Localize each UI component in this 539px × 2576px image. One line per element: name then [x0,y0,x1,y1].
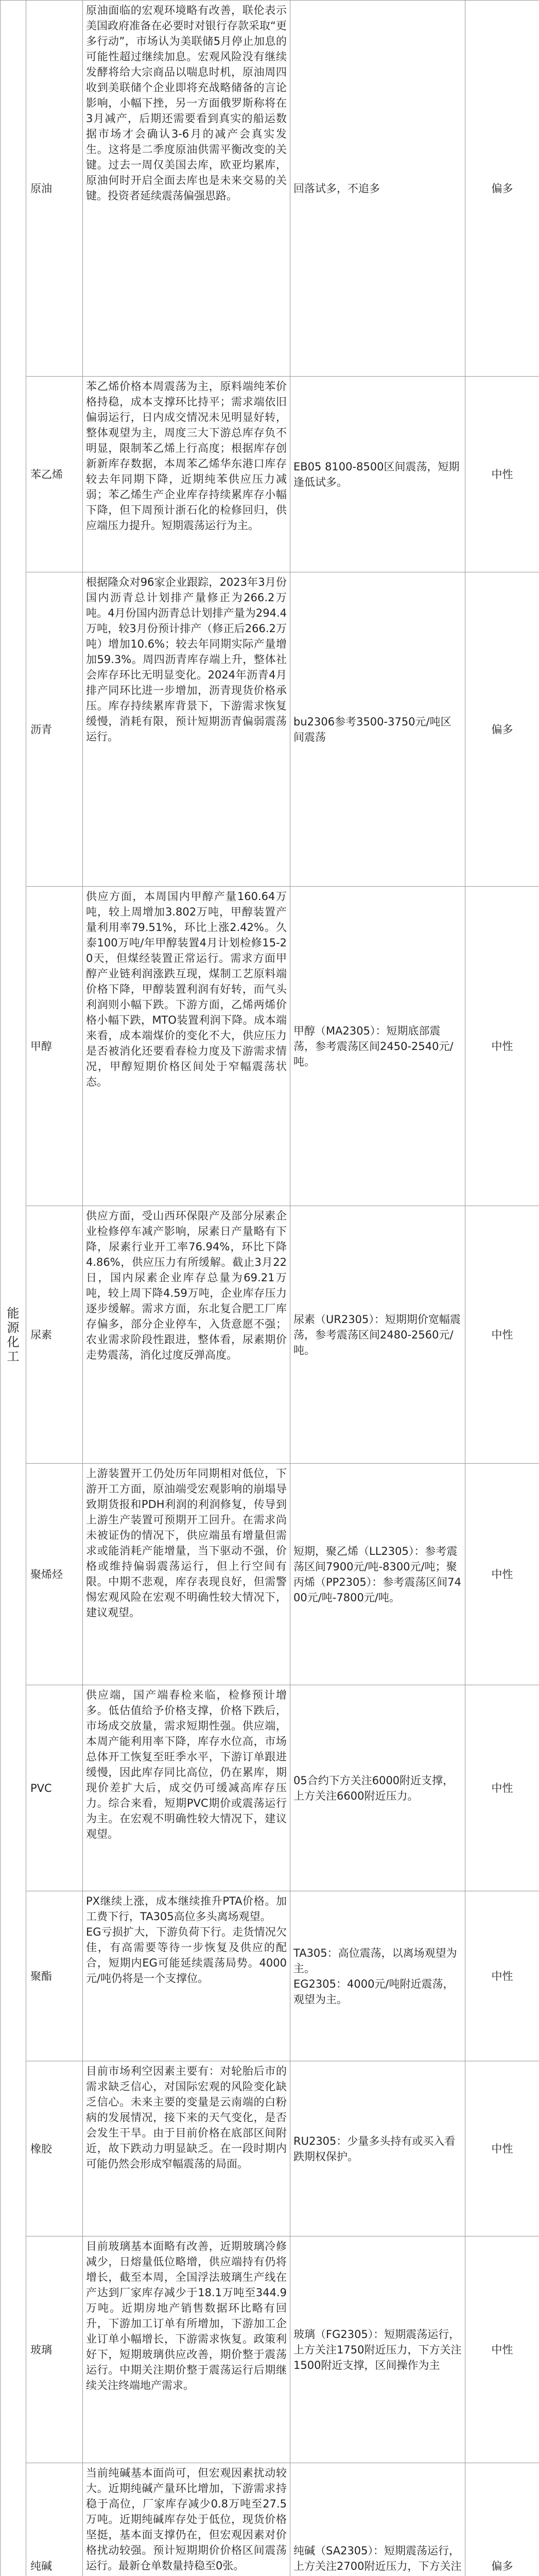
product-name: 聚酯 [26,1891,83,2061]
strategy-view: 回落试多，不追多 [290,1,465,377]
table-row [1,1891,539,2061]
rating-badge: 偏多 [465,2463,539,2576]
table-row [1,1685,539,1891]
product-name: 甲醇 [26,887,83,1206]
strategy-view: 尿素（UR2305）：短期期价宽幅震荡，参考震荡区间2480-2560元/吨。 [290,1206,465,1464]
table-row [1,887,539,1206]
sector-label: 能源化工 [7,1306,21,1364]
product-name: 苯乙烯 [26,377,83,572]
table-row [1,1,539,377]
table-row [1,572,539,887]
strategy-view: RU2305：少量多头持有或买入看跌期权保护。 [290,2061,465,2236]
rating-badge: 中性 [465,1206,539,1464]
sector-cell [1,1,26,2576]
analysis-text: 供应端，国产端春检来临，检修预计增多。低估值给予价格支撑，价格下跌后，市场成交放量，需求短期性强。供应端，本周产能利用率下降，库存水位高，市场总体开工恢复至旺季水平，下游订单跟进缓慢，因此库存同比高位，仍在累库，期现价差扩大后，成交仍可缓减高库存压力。综合来看，短期PVC期价或震荡运行为主。在宏观不明确性较大情况下，建议观望。 [83,1685,290,1891]
rating-badge: 中性 [465,1685,539,1891]
rating-badge: 中性 [465,887,539,1206]
analysis-text: PX继续上涨，成本继续推升PTA价格。加工费下行，TA305高位多头离场观望。 EG亏损扩大，下游负荷下行。走货情况欠佳，有高需要等待一步恢复及供应的配合，短期内EG可能延续震荡局势。4000元/吨仍将是一个支撑位。 [83,1891,290,2061]
product-name: PVC [26,1685,83,1891]
rating-badge: 偏多 [465,572,539,887]
product-name: 原油 [26,1,83,377]
strategy-view: TA305：高位震荡，以离场观望为主。 EG2305：4000元/吨附近震荡，观望为主。 [290,1891,465,2061]
table-row [1,1464,539,1685]
analysis-text: 目前玻璃基本面略有改善，近期玻璃冷修减少，日熔量低位略增，供应端持有仍将增长，截至本周，全国浮法玻璃生产线在产达到厂家库存减少于18.1万吨至344.9万吨。近期房地产销售数据环比略有回升，下游加工订单有所增加，下游加工企业订单小幅增长，下游需求恢复。政策利好下，短期玻璃供应改善，期价整于震荡运行。中期关注期价整于震荡运行后期继续关注终端地产需求。 [83,2236,290,2463]
rating-badge: 中性 [465,1891,539,2061]
product-name: 尿素 [26,1206,83,1464]
analysis-text: 供应方面，本周国内甲醇产量160.64万吨，较上周增加3.802万吨，甲醇装置产量利用率79.51%，环比上涨2.42%。久泰100万吨/年甲醇装置4月计划检修15-20天，但煤经装置正常运行。需求方面甲醇产业链利润涨跌互现，煤制工艺原料端价格下降，甲醇装置利润有好转，而气头利润则小幅下跌。下游方面，乙烯两烯价格小幅下跌，MTO装置利润下降。成本端来看，成本端煤价的变化不大，供应压力是否被消化还要看春检力度及下游需求情况，甲醇短期价格区间处于窄幅震荡状态。 [83,887,290,1206]
analysis-text: 原油面临的宏观环境略有改善，联伦表示美国政府准备在必要时对银行存款采取“更多行动”，市场认为美联储5月停止加息的可能性超过继续加息。宏观风险没有继续发酵将给大宗商品以喘息时机，原油周四收到美联储个企业即将充战略储备的言论影响，小幅下挫，另一方面俄罗斯称将在3月减产，后期还需要看到真实的船运数据市场才会确认3-6月的减产会真实发生。这将是二季度原油供需平衡改变的关键。过去一周仅美国去库，欧亚均累库，原油何时开启全面去库也是未来交易的关键。投资者延续震荡偏强思路。 [83,1,290,377]
table-row [1,377,539,572]
analysis-text: 上游装置开工仍处历年同期相对低位，下游开工方面，原油端受宏观影响的崩塌导致期货报和PDH利润的利润修复，传导到上游生产装置可预期开工回升。在需求尚未被证伪的情况下，供应端虽有增量但需求或能消耗产能增量，当下驱动不强，价格或维持偏弱震荡运行，但上行空间有限。中期不悲观，库存表现良好，但需警惕宏观风险在宏观不明确性较大情况下，建议观望。 [83,1464,290,1685]
strategy-view: 短期，聚乙烯（LL2305）：参考震荡区间7900元/吨-8300元/吨；聚丙烯（PP2305）：参考震荡区间7400元/吨-7800元/吨。 [290,1464,465,1685]
product-name: 橡胶 [26,2061,83,2236]
strategy-view: 玻璃（FG2305）：短期震荡运行，上方关注1750附近压力，下方关注1500附近支撑，区间操作为主 [290,2236,465,2463]
table-row [1,2061,539,2236]
analysis-text: 目前市场利空因素主要有：对轮胎后市的需求缺乏信心，对国际宏观的风险变化缺乏信心。未来主要的变量是云南端的白粉病的发展情况，接下来的天气变化，是否会发生干旱。由于目前价格在底部区间附近，故下跌动力明显缺乏。在一段时期内可能仍然会形成窄幅震荡的局面。 [83,2061,290,2236]
analysis-text: 当前纯碱基本面尚可，但宏观因素扰动较大。近期纯碱产量环比增加，下游需求持稳于高位，厂家库存减少0.8万吨至27.5万吨。近期纯碱库存处于低位，现货价格坚挺，基本面支撑仍在，但宏观因素对价格扰动较强。预计短期期价价格区间震荡运行。最新仓单数量持稳至0张。 [83,2463,290,2576]
strategy-view: bu2306参考3500-3750元/吨区间震荡 [290,572,465,887]
product-name: 纯碱 [26,2463,83,2576]
rating-badge: 中性 [465,2061,539,2236]
rating-badge: 中性 [465,1464,539,1685]
product-name: 聚烯烃 [26,1464,83,1685]
table-row [1,1206,539,1464]
strategy-view: 05合约下方关注6000附近支撑，上方关注6600附近压力。 [290,1685,465,1891]
analysis-text: 供应方面，受山西环保限产及部分尿素企业检修停车减产影响，尿素日产量略有下降，尿素行业开工率76.94%，环比下降4.86%，供应压力有所缓解。截止3月22日，国内尿素企业库存总量为69.21万吨，较上周下降4.59万吨，企业库存压力逐步缓解。需求方面，东北复合肥工厂库存偏多，部分企业停车，入货意愿不强；农业需求阶段性跟进，整体看，尿素期价走势震荡，消化过度反弹高度。 [83,1206,290,1464]
table-row [1,2236,539,2463]
strategy-view: 甲醇（MA2305）：短期底部震荡，参考震荡区间2450-2540元/吨。 [290,887,465,1206]
table-row [1,2463,539,2576]
strategy-view: EB05 8100-8500区间震荡，短期逢低试多。 [290,377,465,572]
rating-badge: 中性 [465,2236,539,2463]
analysis-text: 苯乙烯价格本周震荡为主，原料端纯苯价格持稳，成本支撑环比持平；需求端依旧偏弱运行，日内成交情况未见明显好转，整体观望为主，周度三大下游总库存负不明显，限制苯乙烯上行高度；根据库存创新新库存数据，本周苯乙烯华东港口库存较去年同期下降，近期纯苯供应压力减弱；苯乙烯生产企业库存持续累库存小幅下降，但下周预计浙石化的检修回归，供应端压力提升。短期震荡运行为主。 [83,377,290,572]
strategy-view: 纯碱（SA2305）：短期震荡运行，上方关注2700附近压力，下方关注 [290,2463,465,2576]
rating-badge: 中性 [465,377,539,572]
rating-badge: 偏多 [465,1,539,377]
product-name: 沥青 [26,572,83,887]
product-name: 玻璃 [26,2236,83,2463]
analysis-text: 根据隆众对96家企业跟踪，2023年3月份国内沥青总计划排产量修正为266.2万吨。4月份国内沥青总计划排产量为294.4万吨，较3月份预计排产（修正后266.2万吨）增加10.6%；较去年同期实际产量增加59.3%。周四沥青库存端上升，整体社会库存环比无明显变化。2024年沥青4月排产同环比进一步增加，沥青现货价格承压。库存持续累库背景下，下游需求恢复缓慢，消耗有限，预计短期沥青偏弱震荡运行。 [83,572,290,887]
